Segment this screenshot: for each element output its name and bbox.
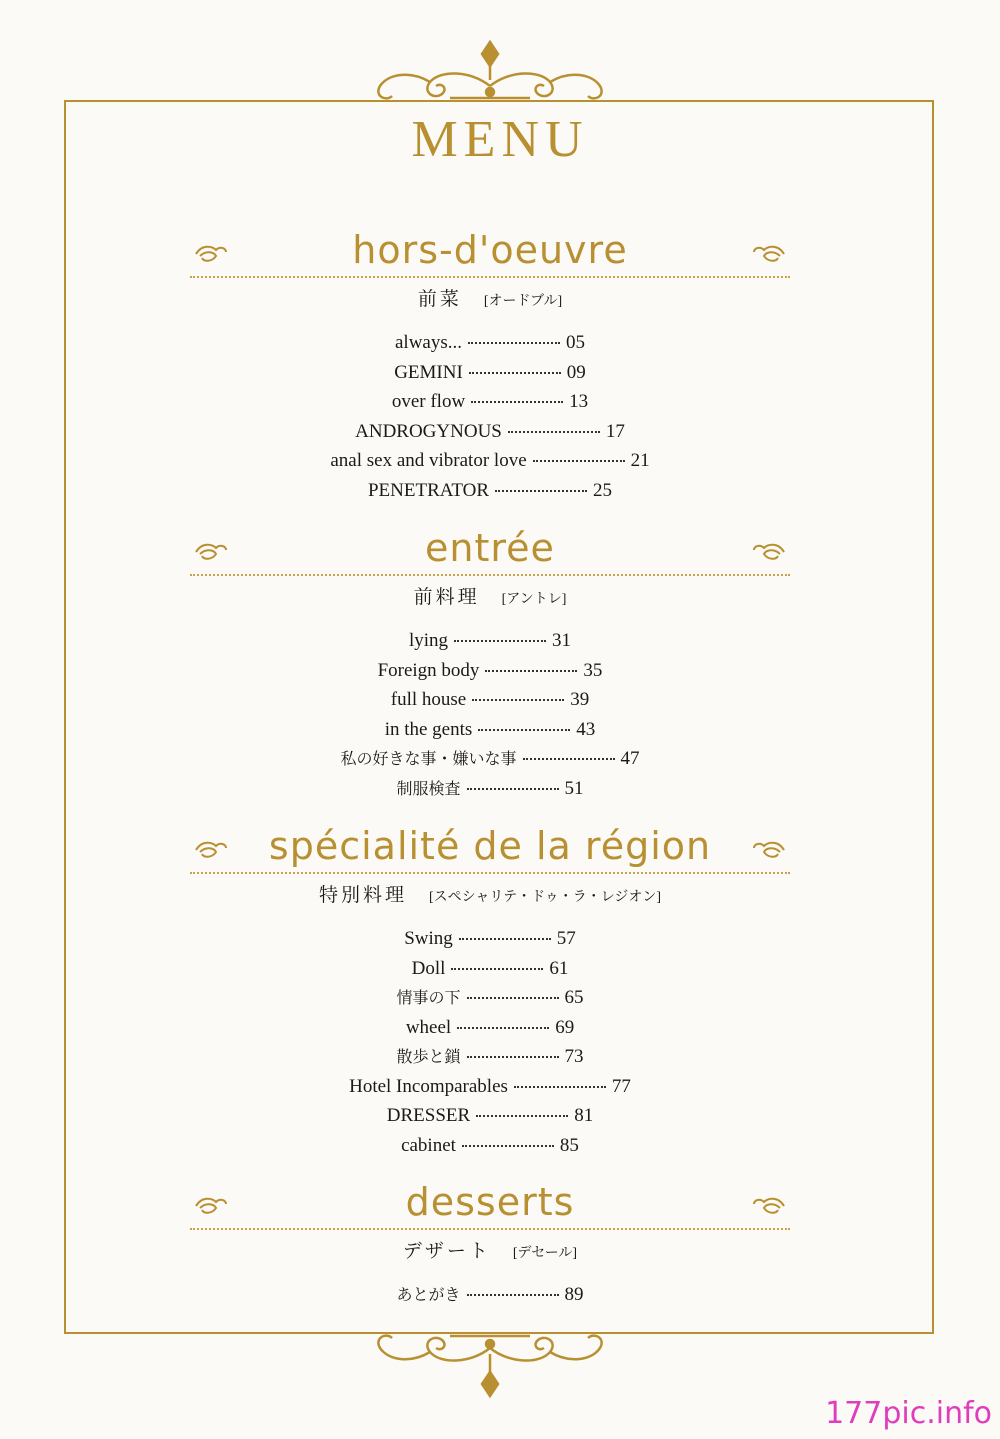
menu-item <box>190 328 790 358</box>
item-page: 09 <box>566 361 586 383</box>
section-subtitle-jp: デザート <box>402 1241 491 1262</box>
menu-item <box>190 1013 790 1043</box>
item-name: 私の好きな事・嫌いな事 <box>340 751 517 768</box>
item-page: 17 <box>605 420 625 442</box>
item-name: always... <box>394 332 462 353</box>
section-subtitle-jp: 特別料理 <box>318 885 407 906</box>
item-name: wheel <box>405 1016 452 1038</box>
dotted-divider <box>190 1228 790 1230</box>
item-name: full house <box>390 689 467 710</box>
item-name: 制服検査 <box>396 780 461 798</box>
section-subtitle-kana: [アントレ] <box>501 592 567 607</box>
item-page: 77 <box>611 1075 631 1097</box>
item-page: 57 <box>556 928 576 949</box>
menu-item <box>190 685 790 715</box>
item-page: 65 <box>564 987 584 1008</box>
section-title: desserts <box>405 1180 575 1224</box>
watermark: 177pic.info <box>825 1396 992 1431</box>
section-subtitle-kana: [デセール] <box>512 1246 578 1261</box>
menu-item <box>190 387 790 417</box>
item-name: Doll <box>411 957 446 979</box>
item-name: PENETRATOR <box>367 479 490 501</box>
item-name: over flow <box>391 391 466 412</box>
item-name: 情事の下 <box>396 990 461 1007</box>
menu-item <box>190 1042 790 1072</box>
wing-icon <box>752 1194 786 1216</box>
item-name: Foreign body <box>377 659 480 681</box>
menu-item <box>190 924 790 954</box>
section-entree <box>190 526 790 803</box>
item-name: あとがき <box>396 1287 461 1304</box>
item-page: 31 <box>552 630 572 651</box>
menu-item <box>190 954 790 984</box>
bottom-scroll-ornament <box>370 1330 610 1400</box>
section-title: hors-d'oeuvre <box>352 228 628 272</box>
dotted-divider <box>190 276 790 278</box>
menu-item <box>190 358 790 388</box>
section-hors-doeuvre <box>190 228 790 505</box>
menu-item <box>190 446 790 476</box>
menu-item <box>190 656 790 686</box>
item-name: anal sex and vibrator love <box>330 450 527 471</box>
item-page: 39 <box>570 689 590 710</box>
dotted-divider <box>190 574 790 576</box>
item-page: 69 <box>555 1016 575 1038</box>
section-title: entrée <box>425 526 555 570</box>
item-page: 61 <box>549 957 569 979</box>
item-name: in the gents <box>384 718 473 740</box>
item-name: DRESSER <box>386 1105 471 1126</box>
menu-item <box>190 983 790 1013</box>
menu-item <box>190 774 790 804</box>
item-page: 81 <box>574 1105 594 1126</box>
wing-icon <box>752 242 786 264</box>
item-name: 散歩と鎖 <box>396 1049 461 1066</box>
section-specialite <box>190 824 790 1160</box>
menu-title: MENU <box>411 111 589 168</box>
item-name: Hotel Incomparables <box>349 1075 508 1097</box>
menu-item <box>190 1280 790 1310</box>
section-title: spécialité de la région <box>268 824 712 868</box>
item-name: ANDROGYNOUS <box>355 420 502 442</box>
section-desserts <box>190 1180 790 1310</box>
section-subtitle-kana: [スペシャリテ・ドゥ・ラ・レジオン] <box>428 890 662 905</box>
item-page: 85 <box>559 1134 579 1156</box>
menu-item <box>190 1131 790 1161</box>
item-page: 73 <box>564 1046 584 1067</box>
section-subtitle-kana: [オードブル] <box>483 294 563 309</box>
wing-icon <box>752 838 786 860</box>
menu-item <box>190 1101 790 1131</box>
item-page: 89 <box>564 1284 584 1305</box>
section-subtitle-jp: 前菜 <box>417 289 462 310</box>
item-page: 43 <box>576 718 596 740</box>
item-page: 05 <box>566 332 585 353</box>
item-page: 13 <box>569 391 589 412</box>
item-name: lying <box>408 630 449 651</box>
menu-item <box>190 1072 790 1102</box>
menu-item <box>190 744 790 774</box>
item-name: Swing <box>404 928 453 949</box>
wing-icon <box>752 540 786 562</box>
section-subtitle-jp: 前料理 <box>413 587 480 608</box>
top-scroll-ornament <box>370 40 610 110</box>
menu-item <box>190 476 790 506</box>
menu-item <box>190 417 790 447</box>
menu-item <box>190 626 790 656</box>
item-name: cabinet <box>401 1134 456 1156</box>
dotted-divider <box>190 872 790 874</box>
item-page: 21 <box>630 450 650 471</box>
item-page: 47 <box>620 748 640 769</box>
item-name: GEMINI <box>394 361 463 383</box>
item-page: 25 <box>593 479 613 501</box>
item-page: 35 <box>583 659 603 681</box>
menu-item <box>190 715 790 745</box>
item-page: 51 <box>564 777 584 799</box>
